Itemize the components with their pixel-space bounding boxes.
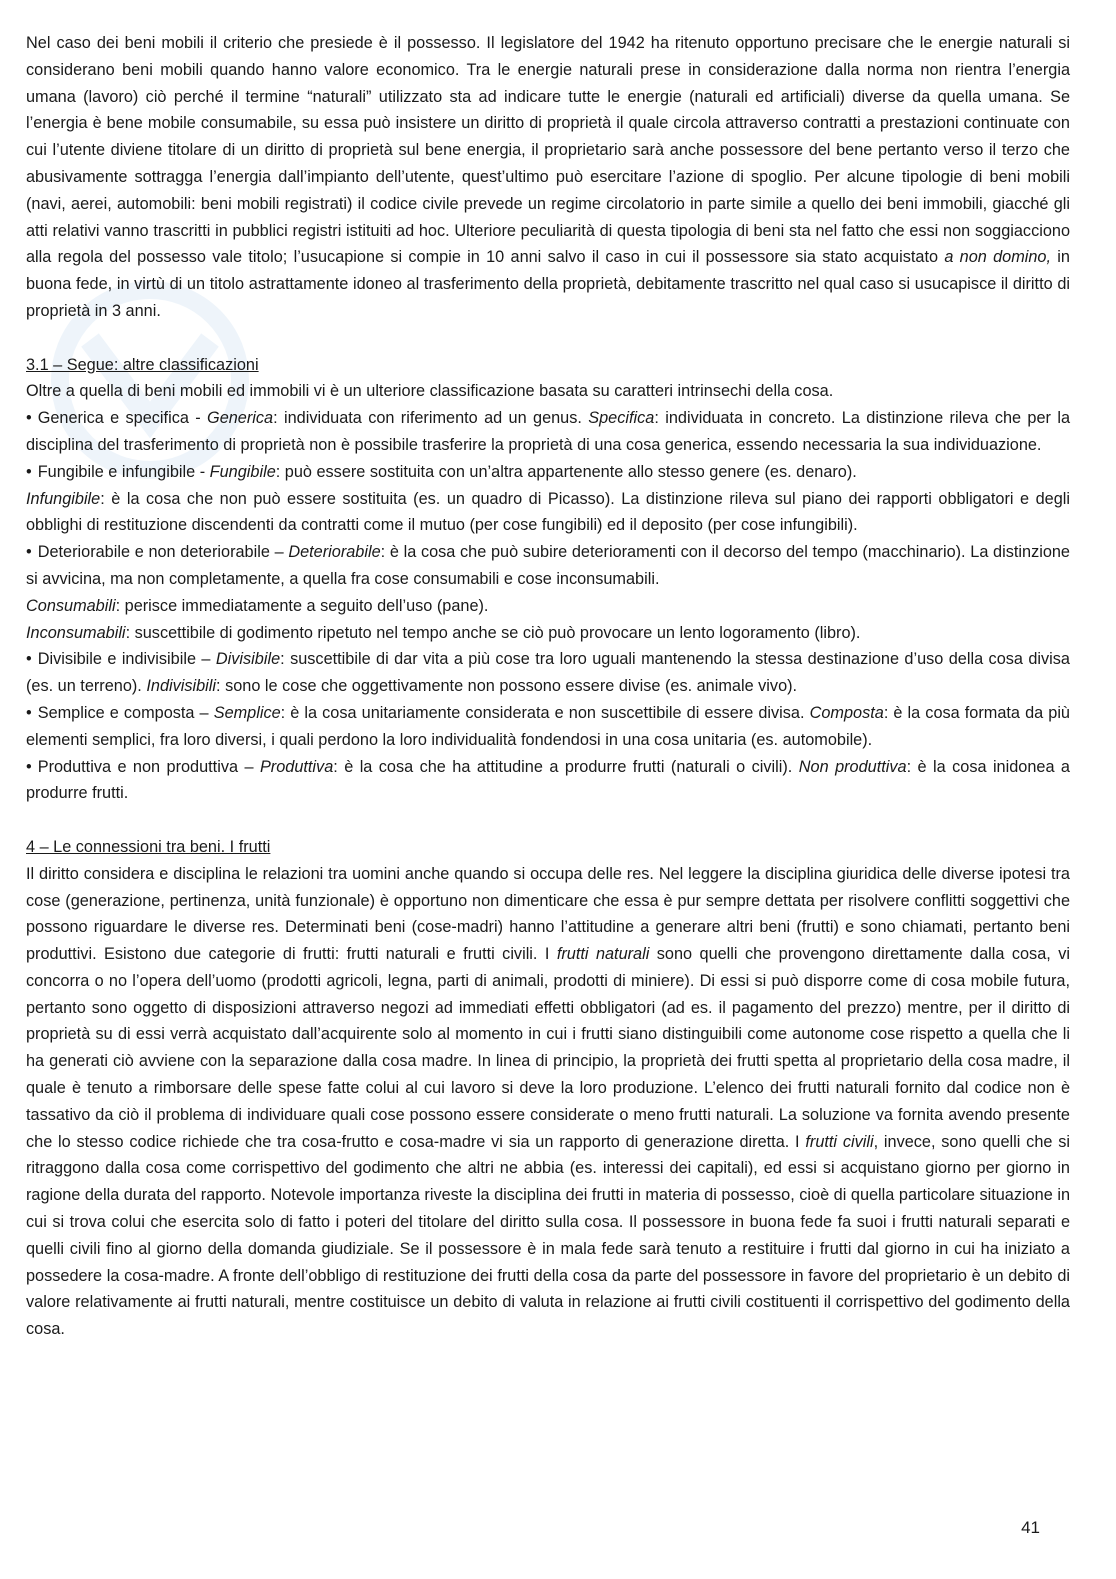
text-run: sono quelli che provengono direttamente dalla cosa, vi concorra o no l’opera dell’uomo (prodotti agricoli, legna, parti di animali, prodotti di miniere). Di essi si può disporre come di cosa mobile futura, pertanto sono oggetto di disposizioni attraverso negozi ad immediati effetti obbligatori (ad es. il pagamento del prezzo) mentre, per il diritto di proprietà su di essi verrà acquistato dall’acquirente solo al momento in cui i frutti siano distinguibili come autonome cose rispetto a quella che li ha generati ciò avviene con la separazione dalla cosa madre. In linea di principio, la proprietà dei frutti spetta al proprietario della cosa madre, il quale è tenuto a rimborsare delle spese fatte colui al cui lavoro si deve la loro produzione. L’elenco dei frutti naturali fornito dal codice non è tassativo da ciò il problema di individuare quali cose possono essere considerate o meno frutti naturali. La soluzione va fornita avendo presente che lo stesso codice richiede che tra cosa-frutto e cosa-madre vi sia un rapporto di generazione diretta. I (26, 945, 1070, 1151)
text-run: : è la cosa che non può essere sostituita (es. un quadro di Picasso). La distinzione rileva sul piano dei rapporti obbligatori e degli obblighi di restituzione discendenti da contratti come il mutuo (per cose fungibili) ed il deposito (per cose infungibili). (26, 489, 1070, 535)
paragraph-frutti (26, 861, 1070, 1343)
text-run: : può essere sostituita con un’altra appartenente allo stesso genere (es. denaro). (275, 462, 857, 481)
bullet-fungibile-infungibile (26, 459, 1070, 486)
bullet-divisibile (26, 646, 1070, 700)
text-run: : è la cosa che può subire deterioramenti con il decorso del tempo (macchinario). La distinzione si avvicina, ma non completamente, a quella fra cose consumabili e cose inconsumabili. (26, 543, 1070, 588)
text-run: : individuata con riferimento ad un genus. (273, 409, 589, 428)
section-heading-3-1: 3.1 – Segue: altre classificazioni (26, 355, 259, 374)
italic-run: Indivisibili (146, 677, 217, 696)
bullet-deteriorabile (26, 539, 1070, 593)
section-intro: Oltre a quella di beni mobili ed immobili vi è un ulteriore classificazione basata su caratteri intrinsechi della cosa. (26, 382, 834, 401)
italic-run: frutti naturali (556, 945, 650, 964)
bullet-produttiva (26, 754, 1070, 808)
bullet-semplice-composta (26, 700, 1070, 754)
italic-run: frutti civili (805, 1132, 874, 1151)
page-number: 41 (1021, 1518, 1040, 1537)
italic-run: Fungibile (209, 462, 276, 481)
text-run: Semplice e composta – (37, 703, 214, 722)
text-run: in buona fede, in virtù di un titolo astrattamente idoneo al trasferimento della proprietà, debitamente trascritto nel qual caso si usucapisce il diritto di proprietà in 3 anni. (26, 248, 1070, 320)
text-run: : è la cosa inidonea a produrre frutti. (26, 757, 1070, 803)
text-run: Fungibile e infungibile - (37, 462, 210, 481)
paragraph-beni-mobili (26, 30, 1070, 325)
text-run: Generica e specifica - (37, 409, 208, 428)
text-run: Nel caso dei beni mobili il criterio che presiede è il possesso. Il legislatore del 1942 ha ritenuto opportuno precisare che le energie naturali si considerano beni mobili quando hanno valore economico. Tra le energie naturali prese in considerazione dalla norma non rientra l’energia umana (lavoro) ciò perché il termine “naturali” utilizzato sta ad indicare tutte le energie (naturali ed artificiali) diverse da quella umana. Se l’energia è bene mobile consumabile, su essa può insistere un diritto di proprietà il quale circola attraverso contratti a prestazioni continuate con cui l’utente diviene titolare di un diritto di proprietà sul bene energia, il proprietario sarà anche possessore del bene pertanto verso il terzo che abusivamente sottragga l’energia dall’impianto dell’utente, quest’ultimo può esercitare l’azione di spoglio. Per alcune tipologie di beni mobili (navi, aerei, automobili: beni mobili registrati) il codice civile prevede un regime circolatorio in parte simile a quello dei beni immobili, giacché gli atti relativi vanno trascritti in pubblici registri istituiti ad hoc. Ulteriore peculiarità di questa tipologia di beni sta nel fatto che essi non soggiacciono alla regola del possesso vale titolo; l’usucapione si compie in 10 anni salvo il caso in cui il possessore sia stato acquistato (26, 34, 1070, 267)
text-run: : è la cosa unitariamente considerata e non suscettibile di essere divisa. (280, 703, 810, 722)
text-run: Divisibile e indivisibile – (37, 650, 216, 669)
text-run: : suscettibile di dar vita a più cose tra loro uguali mantenendo la stessa destinazione d’uso della cosa divisa (es. un terreno). (26, 650, 1070, 696)
italic-run: Specifica (588, 409, 655, 428)
text-run: : individuata in concreto. La distinzione rileva che per la disciplina del trasferimento di proprietà non è possibile trasferire la proprietà di una cosa generica, essendo necessaria la sua individuazione. (26, 409, 1070, 454)
bullet-generica-specifica (26, 405, 1070, 459)
text-run: : è la cosa che ha attitudine a produrre frutti (naturali o civili). (333, 757, 799, 776)
text-run: Produttiva e non produttiva – (37, 757, 260, 776)
italic-run: Semplice (213, 703, 281, 722)
text-run: , invece, sono quelli che si ritraggono dalla cosa come corrispettivo del godimento che altri ne abbia (es. interessi dei capitali), ed essi si acquistano giorno per giorno in ragione della durata del rapporto. Notevole importanza riveste la disciplina dei frutti in materia di possesso, cioè di quella particolare situazione in cui si trova colui che esercita solo di fatto i poteri del titolare del diritto sulla cosa. Il possessore in buona fede fa suoi i frutti naturali separati e quelli civili fino al giorno della domanda giudiziale. Se il possessore è in mala fede sarà tenuto a restituire i frutti dal giorno in cui ha iniziato a possedere la cosa-madre. A fronte dell’obbligo di restituzione dei frutti della cosa da parte del possessore in favore del proprietario è un debito di valore relativamente ai frutti naturali, mentre costituisce un debito di valuta in relazione ai frutti civili costituenti il corrispettivo del godimento della cosa. (26, 1132, 1070, 1339)
document-body (26, 30, 1070, 1343)
italic-run: Non produttiva (798, 757, 907, 776)
italic-run: Composta (809, 703, 884, 722)
text-run: : sono le cose che oggettivamente non possono essere divise (es. animale vivo). (216, 677, 798, 696)
section-heading-4: 4 – Le connessioni tra beni. I frutti (26, 837, 271, 856)
text-run: : è la cosa formata da più elementi semplici, fra loro diversi, i quali perdono la loro individualità fondendosi in una cosa unitaria (es. automobile). (26, 703, 1070, 749)
italic-run: Infungibile (26, 489, 101, 508)
paragraph-consumabili (26, 593, 1070, 620)
italic-run: Deteriorabile (288, 543, 381, 562)
italic-run: a non domino, (944, 248, 1052, 267)
italic-run: Consumabili (26, 596, 116, 615)
italic-run: Inconsumabili (26, 623, 126, 642)
text-run: Il diritto considera e disciplina le relazioni tra uomini anche quando si occupa delle res. Nel leggere la disciplina giuridica delle diverse ipotesi tra cose (generazione, pertinenza, unità funzionale) è opportuno non dimenticare che essa è pur sempre dettata per risolvere conflitti soggettivi che possono riguardare le diverse res. Determinati beni (cose-madri) hanno l’attitudine a generare altri beni (frutti) e sono chiamati, pertanto beni produttivi. Esistono due categorie di frutti: frutti naturali e frutti civili. I (26, 864, 1070, 964)
text-run: Deteriorabile e non deteriorabile – (37, 543, 289, 562)
spacer (26, 807, 1070, 834)
italic-run: Produttiva (259, 757, 334, 776)
text-run: : perisce immediatamente a seguito dell’uso (pane). (115, 596, 489, 615)
paragraph-inconsumabili (26, 620, 1070, 647)
paragraph-infungibile (26, 486, 1070, 540)
italic-run: Divisibile (215, 650, 281, 669)
italic-run: Generica (207, 409, 274, 428)
text-run: : suscettibile di godimento ripetuto nel tempo anche se ciò può provocare un lento logoramento (libro). (125, 623, 861, 642)
spacer (26, 325, 1070, 352)
